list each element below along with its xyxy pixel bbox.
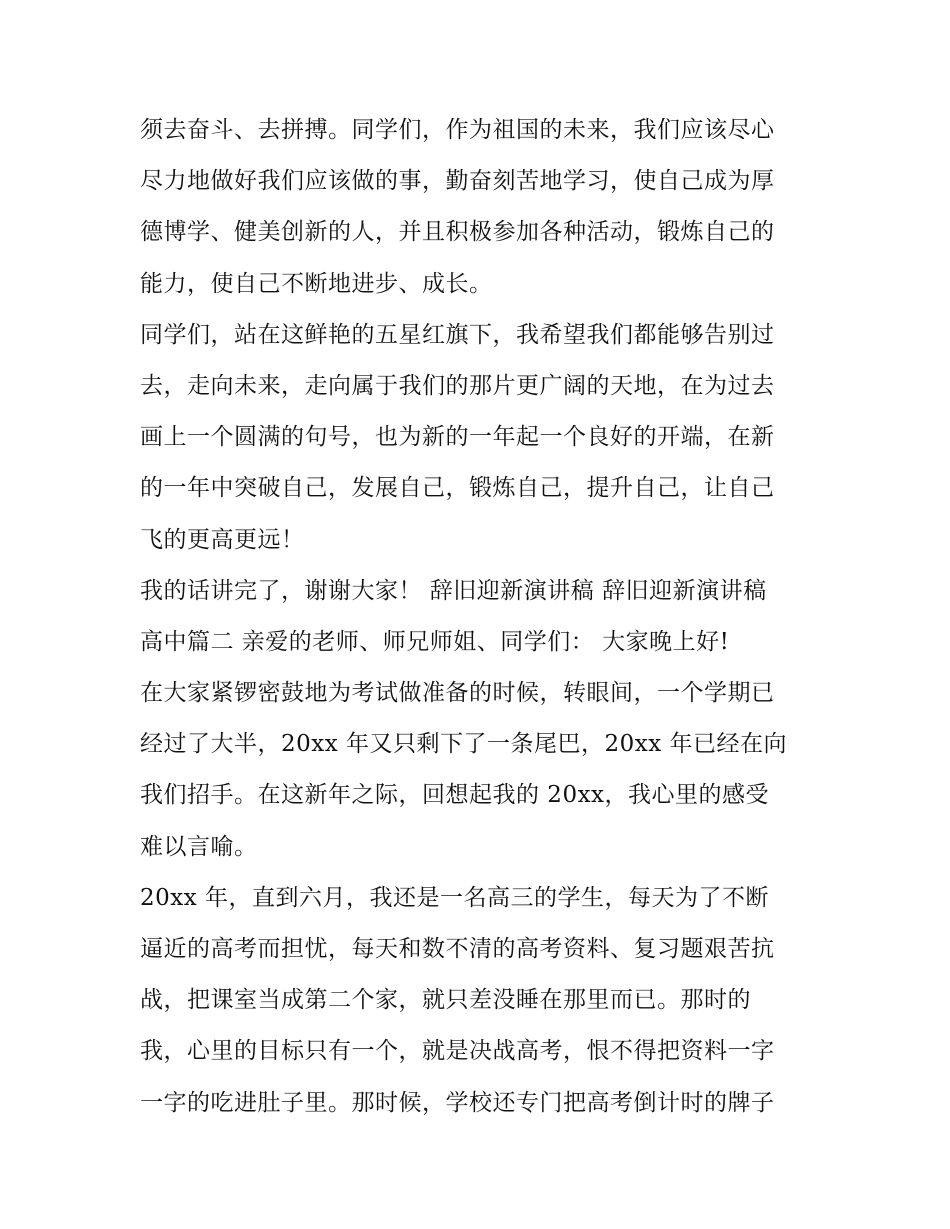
text-line: 我的话讲完了，谢谢大家！ 辞旧迎新演讲稿 辞旧迎新演讲稿 [140,577,767,604]
text-line: 尽力地做好我们应该做的事，勤奋刻苦地学习，使自己成为厚 [140,168,775,195]
text-line: 经过了大半，20xx 年又只剩下了一条尾巴，20xx 年已经在向 [140,731,788,758]
text-line: 飞的更高更远！ [140,526,305,553]
text-line: 须去奋斗、去拼搏。同学们，作为祖国的未来，我们应该尽心 [140,117,775,143]
text-line: 一字的吃进肚子里。那时候，学校还专门把高考倒计时的牌子 [140,1089,775,1116]
text-line: 能力，使自己不断地进步、成长。 [140,270,493,297]
text-line: 我们招手。在这新年之际，回想起我的 20xx，我心里的感受 [140,782,770,809]
text-line: 去，走向未来，走向属于我们的那片更广阔的天地，在为过去 [140,372,775,399]
text-line: 逼近的高考而担忧，每天和数不清的高考资料、复习题艰苦抗 [140,936,775,962]
text-line: 同学们，站在这鲜艳的五星红旗下，我希望我们都能够告别过 [140,321,775,348]
text-line: 在大家紧锣密鼓地为考试做准备的时候，转眼间，一个学期已 [140,680,775,707]
document-body [140,105,820,1129]
text-line: 高中篇二 亲爱的老师、师兄师姐、同学们： 大家晚上好! [140,628,730,655]
text-line: 20xx 年，直到六月，我还是一名高三的学生，每天为了不断 [140,884,770,911]
text-line: 难以言喻。 [140,833,258,860]
text-line: 德博学、健美创新的人，并且积极参加各种活动，锻炼自己的 [140,219,775,246]
text-line: 的一年中突破自己，发展自己，锻炼自己，提升自己，让自己 [140,475,775,502]
text-line: 画上一个圆满的句号，也为新的一年起一个良好的开端，在新 [140,424,775,451]
text-line: 我，心里的目标只有一个，就是决战高考，恨不得把资料一字 [140,1038,775,1065]
text-line: 战，把课室当成第二个家，就只差没睡在那里而已。那时的 [140,987,751,1014]
